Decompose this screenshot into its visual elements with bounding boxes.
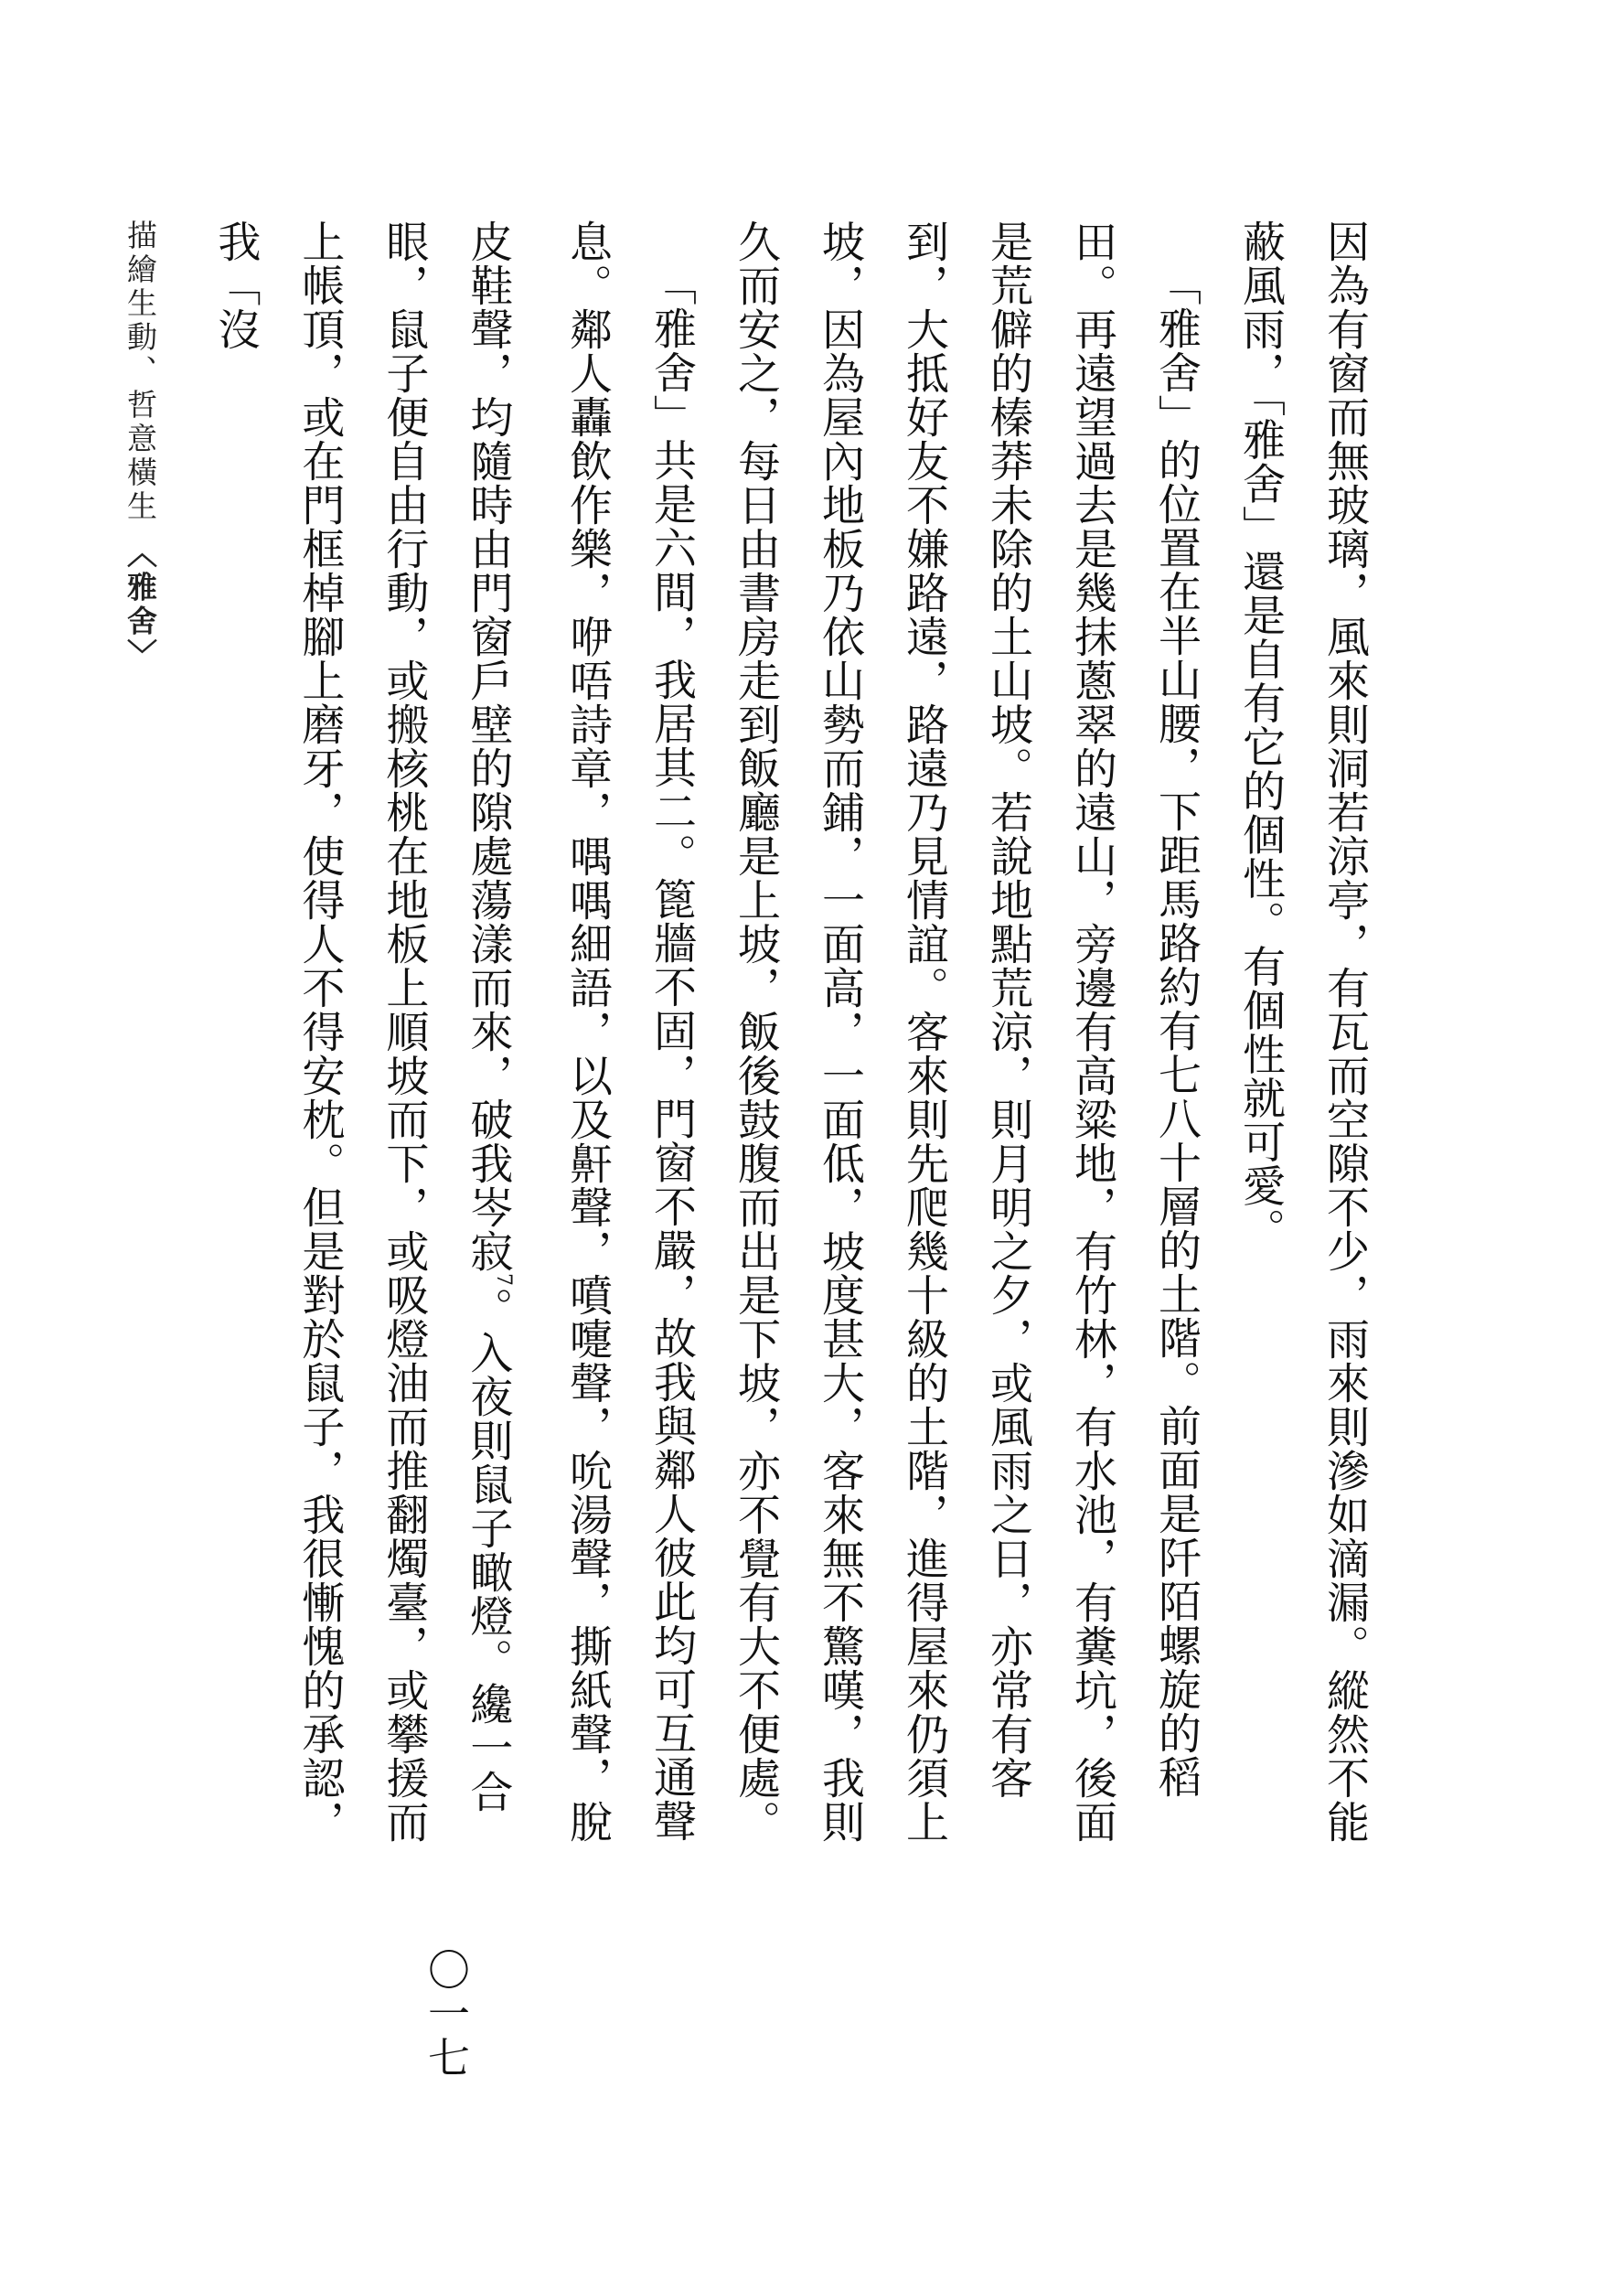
running-header bbox=[119, 219, 162, 673]
running-header-chapter: 〈雅舍〉 bbox=[123, 537, 158, 673]
paragraph-2: 「雅舍」的位置在半山腰，下距馬路約有七八十層的土階。前面是阡陌螺旋的稻田。再遠望過去是幾抹蔥翠的遠山，旁邊有高粱地，有竹林，有水池，有糞坑，後面是荒僻的榛莽未除的土山坡。若說地點荒涼，則月明之夕，或風雨之日，亦常有客到，大抵好友不嫌路遠，路遠乃見情誼。客來則先爬幾十級的土階，進得屋來仍須上坡，因為屋內地板乃依山勢而鋪，一面高，一面低，坡度甚大，客來無不驚嘆，我則久而安之，每日由書房走到飯廳是上坡，飯後鼓腹而出是下坡，亦不覺有大不便處。 bbox=[731, 219, 1202, 1844]
paragraph-1: 因為有窗而無玻璃，風來則洞若涼亭，有瓦而空隙不少，雨來則滲如滴漏。縱然不能蔽風雨，「雅舍」還是自有它的個性。有個性就可愛。 bbox=[1235, 219, 1370, 1844]
body-text bbox=[193, 219, 1386, 1866]
page-number: 〇一七 bbox=[422, 1948, 471, 2080]
paragraph-3-part-1: 「雅舍」共是六間，我居其二。篦牆不固，門窗不嚴，故我與鄰人彼此均可互通聲息。鄰人轟飲作樂，咿唔詩章，喁喁細語，以及鼾聲，噴嚏聲，吮湯聲，撕紙聲，脫皮鞋聲，均隨時由門窗戶壁的隙處蕩漾而來，破我岑寂 bbox=[463, 219, 697, 1844]
running-header-subtitle: 描繪生動、哲意橫生 bbox=[123, 219, 158, 524]
paragraph-3 bbox=[193, 219, 713, 1866]
footnote-marker: 7 bbox=[492, 1273, 515, 1287]
paragraph-3-part-2: 。入夜則鼠子瞰燈。纔一合眼，鼠子便自由行動，或搬核桃在地板上順坡而下，或吸燈油而推翻燭臺，或攀援而上帳頂，或在門框棹腳上磨牙，使得人不得安枕。但是對於鼠子，我很慚愧的承認，我「沒 bbox=[210, 219, 514, 1844]
